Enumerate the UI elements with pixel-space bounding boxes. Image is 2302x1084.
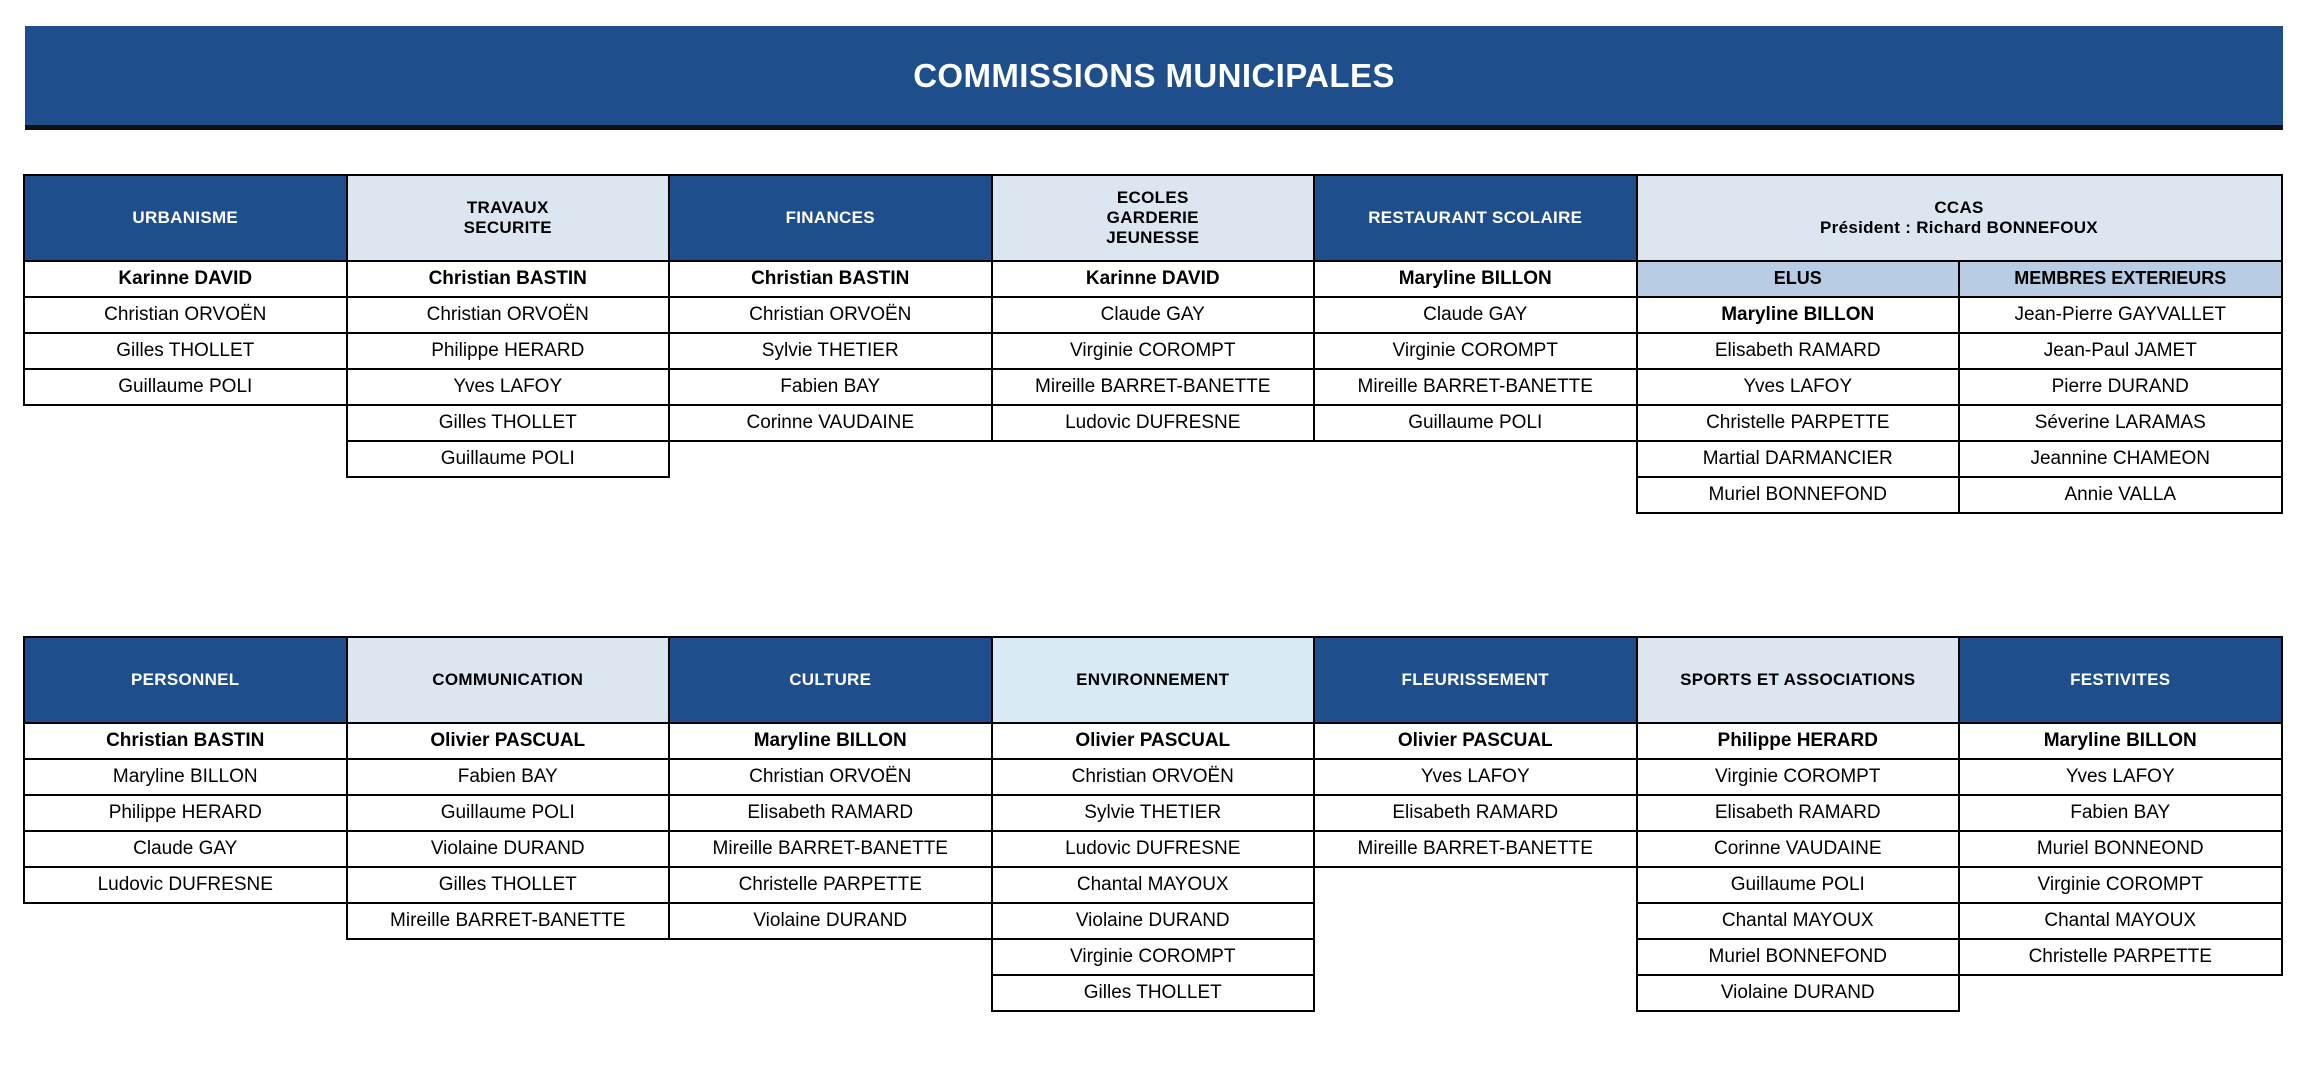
member-cell: Elisabeth RAMARD bbox=[1636, 794, 1961, 832]
header-line: SECURITE bbox=[463, 218, 552, 237]
member-cell: Violaine DURAND bbox=[346, 830, 671, 868]
member-cell: Mireille BARRET-BANETTE bbox=[1313, 830, 1638, 868]
header-line: GARDERIE bbox=[1106, 207, 1199, 227]
column-header-festivites bbox=[1958, 636, 2283, 724]
member-cell: Christelle PARPETTE bbox=[668, 866, 993, 904]
member-cell: Virginie COROMPT bbox=[1958, 866, 2283, 904]
member-cell: Olivier PASCUAL bbox=[1313, 722, 1638, 760]
header-line: ECOLES bbox=[1116, 187, 1189, 207]
column-header-travaux-securite bbox=[346, 174, 671, 262]
header-line: FESTIVITES bbox=[2070, 669, 2171, 689]
member-cell: Maryline BILLON bbox=[1958, 722, 2283, 760]
member-cell: Muriel BONNEOND bbox=[1958, 830, 2283, 868]
commissions-table-two bbox=[25, 638, 2283, 1012]
member-cell: Karinne DAVID bbox=[23, 260, 348, 298]
member-cell: Gilles THOLLET bbox=[991, 974, 1316, 1012]
header-line: SPORTS ET ASSOCIATIONS bbox=[1680, 669, 1916, 689]
member-cell: Elisabeth RAMARD bbox=[668, 794, 993, 832]
member-cell: Ludovic DUFRESNE bbox=[23, 866, 348, 904]
header-line: RESTAURANT SCOLAIRE bbox=[1368, 207, 1583, 227]
member-cell: Karinne DAVID bbox=[991, 260, 1316, 298]
member-cell: Violaine DURAND bbox=[991, 902, 1316, 940]
member-cell: Yves LAFOY bbox=[1313, 758, 1638, 796]
column-header-finances bbox=[668, 174, 993, 262]
member-cell: Christian BASTIN bbox=[346, 260, 671, 298]
header-line: Président : Richard BONNEFOUX bbox=[1820, 218, 2098, 237]
member-cell: Violaine DURAND bbox=[1636, 974, 1961, 1012]
member-cell: Chantal MAYOUX bbox=[991, 866, 1316, 904]
column-header-environnement bbox=[991, 636, 1316, 724]
member-cell: Maryline BILLON bbox=[23, 758, 348, 796]
member-cell: Yves LAFOY bbox=[1636, 368, 1961, 406]
header-line: ENVIRONNEMENT bbox=[1076, 669, 1230, 689]
column-header-restaurant-scolaire bbox=[1313, 174, 1638, 262]
member-cell: Séverine LARAMAS bbox=[1958, 404, 2283, 442]
header-line: FINANCES bbox=[785, 207, 875, 227]
member-cell: Pierre DURAND bbox=[1958, 368, 2283, 406]
member-cell: Gilles THOLLET bbox=[23, 332, 348, 370]
member-cell: Mireille BARRET-BANETTE bbox=[991, 368, 1316, 406]
member-cell: Martial DARMANCIER bbox=[1636, 440, 1961, 478]
member-cell: Guillaume POLI bbox=[1313, 404, 1638, 442]
member-cell: Virginie COROMPT bbox=[1636, 758, 1961, 796]
member-cell: Ludovic DUFRESNE bbox=[991, 830, 1316, 868]
member-cell: Guillaume POLI bbox=[23, 368, 348, 406]
member-cell: Claude GAY bbox=[1313, 296, 1638, 334]
member-cell: Christian BASTIN bbox=[668, 260, 993, 298]
member-cell: Gilles THOLLET bbox=[346, 404, 671, 442]
header-line: PERSONNEL bbox=[131, 669, 240, 689]
member-cell: Christian ORVOËN bbox=[991, 758, 1316, 796]
column-header-culture bbox=[668, 636, 993, 724]
member-cell: Jeannine CHAMEON bbox=[1958, 440, 2283, 478]
member-cell: Jean-Pierre GAYVALLET bbox=[1958, 296, 2283, 334]
member-cell: Ludovic DUFRESNE bbox=[991, 404, 1316, 442]
member-cell: Christian BASTIN bbox=[23, 722, 348, 760]
member-cell: Chantal MAYOUX bbox=[1958, 902, 2283, 940]
ccas-subheader-membres-exterieurs: MEMBRES EXTERIEURS bbox=[1958, 260, 2283, 298]
member-cell: Fabien BAY bbox=[1958, 794, 2283, 832]
column-header-ecoles-garderie-jeunesse bbox=[991, 174, 1316, 262]
column-header-urbanisme bbox=[23, 174, 348, 262]
column-header-communication bbox=[346, 636, 671, 724]
member-cell: Muriel BONNEFOND bbox=[1636, 938, 1961, 976]
member-cell: Gilles THOLLET bbox=[346, 866, 671, 904]
member-cell: Muriel BONNEFOND bbox=[1636, 476, 1961, 514]
member-cell: Olivier PASCUAL bbox=[346, 722, 671, 760]
member-cell: Yves LAFOY bbox=[1958, 758, 2283, 796]
member-cell: Christian ORVOËN bbox=[23, 296, 348, 334]
member-cell: Fabien BAY bbox=[346, 758, 671, 796]
member-cell: Corinne VAUDAINE bbox=[668, 404, 993, 442]
commissions-table-one bbox=[25, 176, 2283, 514]
page-title: COMMISSIONS MUNICIPALES bbox=[913, 56, 1395, 94]
member-cell: Christian ORVOËN bbox=[668, 758, 993, 796]
member-cell: Sylvie THETIER bbox=[668, 332, 993, 370]
member-cell: Mireille BARRET-BANETTE bbox=[1313, 368, 1638, 406]
member-cell: Violaine DURAND bbox=[668, 902, 993, 940]
member-cell: Maryline BILLON bbox=[1636, 296, 1961, 334]
member-cell: Claude GAY bbox=[991, 296, 1316, 334]
member-cell: Maryline BILLON bbox=[668, 722, 993, 760]
column-header-ccas bbox=[1636, 174, 2283, 262]
member-cell: Philippe HERARD bbox=[23, 794, 348, 832]
header-line: JEUNESSE bbox=[1106, 228, 1200, 248]
member-cell: Guillaume POLI bbox=[1636, 866, 1961, 904]
page-title-banner bbox=[25, 26, 2283, 130]
header-line: TRAVAUX bbox=[466, 197, 549, 217]
member-cell: Philippe HERARD bbox=[1636, 722, 1961, 760]
member-cell: Annie VALLA bbox=[1958, 476, 2283, 514]
member-cell: Sylvie THETIER bbox=[991, 794, 1316, 832]
header-line: URBANISME bbox=[132, 207, 239, 227]
column-header-sports-et-associations bbox=[1636, 636, 1961, 724]
member-cell: Elisabeth RAMARD bbox=[1313, 794, 1638, 832]
column-header-personnel bbox=[23, 636, 348, 724]
member-cell: Claude GAY bbox=[23, 830, 348, 868]
ccas-subheader-elus: ELUS bbox=[1636, 260, 1961, 298]
member-cell: Guillaume POLI bbox=[346, 794, 671, 832]
column-header-fleurissement bbox=[1313, 636, 1638, 724]
member-cell: Olivier PASCUAL bbox=[991, 722, 1316, 760]
member-cell: Fabien BAY bbox=[668, 368, 993, 406]
member-cell: Jean-Paul JAMET bbox=[1958, 332, 2283, 370]
member-cell: Christelle PARPETTE bbox=[1958, 938, 2283, 976]
member-cell: Philippe HERARD bbox=[346, 332, 671, 370]
header-line: COMMUNICATION bbox=[432, 669, 584, 689]
member-cell: Virginie COROMPT bbox=[1313, 332, 1638, 370]
member-cell: Corinne VAUDAINE bbox=[1636, 830, 1961, 868]
member-cell: Mireille BARRET-BANETTE bbox=[346, 902, 671, 940]
header-line: CULTURE bbox=[789, 669, 872, 689]
member-cell: Christian ORVOËN bbox=[668, 296, 993, 334]
header-line: FLEURISSEMENT bbox=[1401, 669, 1549, 689]
header-line: CCAS bbox=[1934, 197, 1984, 217]
member-cell: Virginie COROMPT bbox=[991, 332, 1316, 370]
member-cell: Christelle PARPETTE bbox=[1636, 404, 1961, 442]
member-cell: Christian ORVOËN bbox=[346, 296, 671, 334]
member-cell: Yves LAFOY bbox=[346, 368, 671, 406]
member-cell: Maryline BILLON bbox=[1313, 260, 1638, 298]
member-cell: Guillaume POLI bbox=[346, 440, 671, 478]
member-cell: Mireille BARRET-BANETTE bbox=[668, 830, 993, 868]
member-cell: Virginie COROMPT bbox=[991, 938, 1316, 976]
member-cell: Chantal MAYOUX bbox=[1636, 902, 1961, 940]
member-cell: Elisabeth RAMARD bbox=[1636, 332, 1961, 370]
